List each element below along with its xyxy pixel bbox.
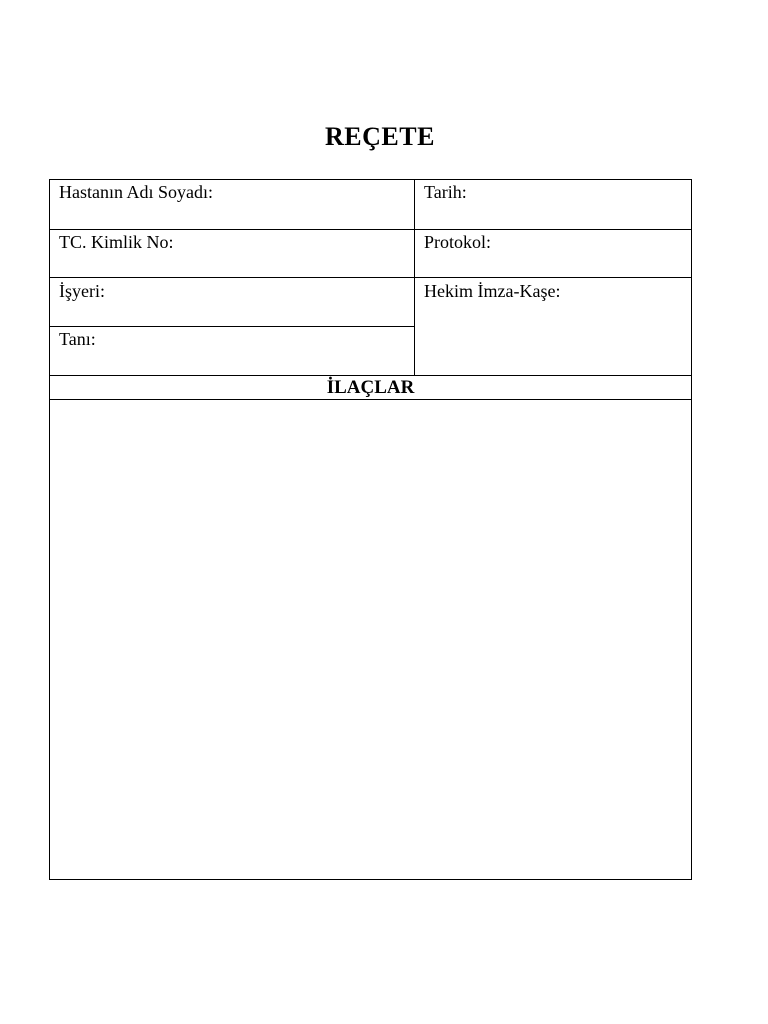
medications-heading: İLAÇLAR	[326, 377, 415, 398]
workplace-label: İşyeri:	[59, 281, 105, 301]
date-label: Tarih:	[424, 182, 467, 202]
tc-id-label: TC. Kimlik No:	[59, 232, 174, 252]
doctor-signature-label: Hekim İmza-Kaşe:	[424, 281, 561, 301]
row-divider-2	[50, 277, 691, 278]
row-divider-1	[50, 229, 691, 230]
patient-name-label: Hastanın Adı Soyadı:	[59, 182, 213, 202]
row-divider-3-left	[50, 326, 415, 327]
medications-area	[50, 400, 691, 879]
diagnosis-label: Tanı:	[59, 329, 96, 349]
document-title: REÇETE	[325, 122, 435, 151]
protocol-label: Protokol:	[424, 232, 492, 252]
prescription-form	[49, 179, 692, 880]
